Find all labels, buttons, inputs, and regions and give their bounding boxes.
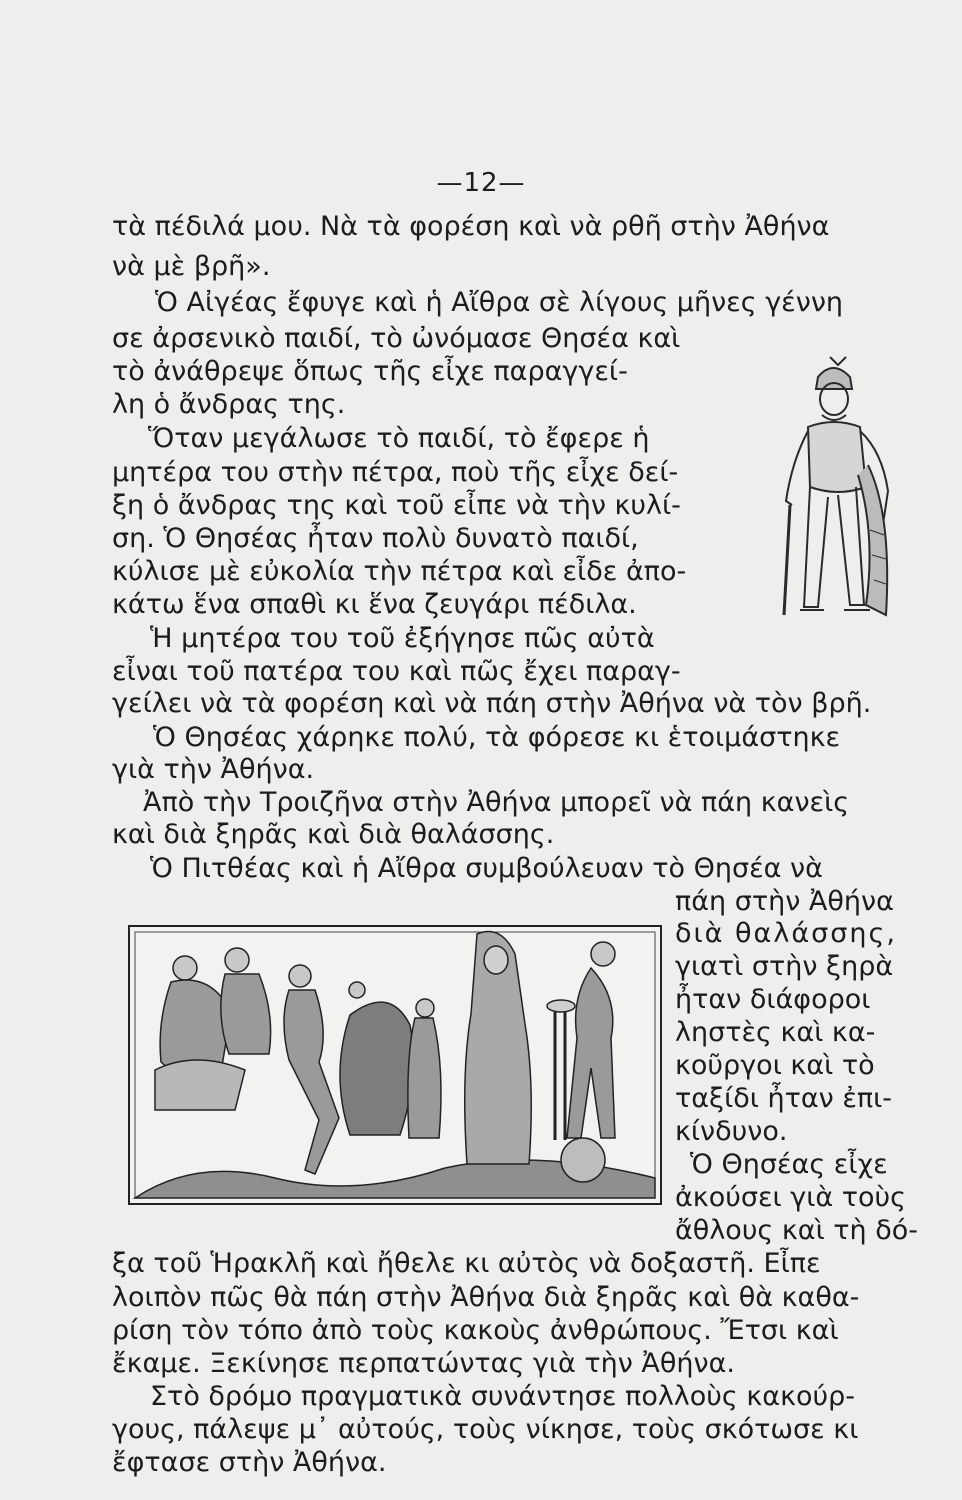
- text-line: κάτω ἕνα σπαθὶ κι ἕνα ζευγάρι πέδιλα.: [112, 589, 637, 620]
- text-line: ἄθλους καὶ τὴ δό-: [675, 1215, 919, 1246]
- text-line: σε ἀρσενικὸ παιδί, τὸ ὠνόμασε Θησέα καὶ: [112, 323, 681, 354]
- text-line: ἦταν διάφοροι: [675, 984, 871, 1015]
- text-line: Ἀπὸ τὴν Τροιζῆνα στὴν Ἀθήνα μπορεῖ νὰ πάη κανεὶς: [143, 787, 850, 818]
- text-line: Ἡ μητέρα του τοῦ ἐξήγησε πῶς αὐτὰ: [150, 623, 655, 654]
- text-line: Ὁ Πιτθέας καὶ ἡ Αἴθρα συμβούλευαν τὸ Θησέα νὰ: [150, 853, 823, 884]
- text-line: Ὁ Θησέας εἶχε: [690, 1149, 888, 1180]
- text-line: ταξίδι ἦταν ἐπι-: [675, 1083, 893, 1114]
- text-line: ἔφτασε στὴν Ἀθήνα.: [112, 1447, 387, 1478]
- text-line: ἀκούσει γιὰ τοὺς: [675, 1182, 907, 1213]
- text-line: Ὁ Θησέας χάρηκε πολύ, τὰ φόρεσε κι ἑτοιμάστηκε: [153, 722, 841, 753]
- theseus-figure-illustration: [760, 355, 910, 640]
- text-line: ξη ὁ ἄνδρας της καὶ τοῦ εἶπε νὰ τὴν κυλί-: [112, 490, 681, 521]
- text-line: μητέρα του στὴν πέτρα, ποὺ τῆς εἶχε δεί-: [112, 457, 679, 488]
- text-line: κύλισε μὲ εὐκολία τὴν πέτρα καὶ εἶδε ἀπο-: [112, 556, 687, 587]
- text-line: γιατὶ στὴν ξηρὰ: [675, 951, 894, 982]
- text-line: διὰ θαλάσσης,: [675, 918, 897, 949]
- text-line: κοῦργοι καὶ τὸ: [675, 1050, 875, 1081]
- text-line: ληστὲς καὶ κα-: [675, 1017, 876, 1048]
- page-number: —12—: [436, 168, 526, 198]
- text-line: Ὁ Αἰγέας ἔφυγε καὶ ἡ Αἴθρα σὲ λίγους μῆνες γέννη: [155, 287, 844, 318]
- text-line: ξα τοῦ Ἡρακλῆ καὶ ἤθελε κι αὐτὸς νὰ δοξαστῆ. Εἶπε: [112, 1248, 821, 1279]
- text-line: ση. Ὁ Θησέας ἦταν πολὺ δυνατὸ παιδί,: [112, 523, 639, 554]
- text-line: γείλει νὰ τὰ φορέση καὶ νὰ πάη στὴν Ἀθήνα νὰ τὸν βρῆ.: [112, 688, 872, 719]
- text-line: κίνδυνο.: [675, 1116, 788, 1147]
- text-line: λη ὁ ἄνδρας της.: [112, 389, 346, 420]
- text-line: γιὰ τὴν Ἀθήνα.: [112, 754, 315, 785]
- text-line: εἶναι τοῦ πατέρα του καὶ πῶς ἔχει παραγ-: [112, 656, 681, 687]
- text-line: νὰ μὲ βρῆ».: [112, 251, 271, 282]
- text-line: γους, πάλεψε μ᾽ αὐτούς, τοὺς νίκησε, τοὺς σκότωσε κι: [112, 1414, 859, 1445]
- text-line: πάη στὴν Ἀθήνα: [675, 886, 894, 917]
- text-line: ἔκαμε. Ξεκίνησε περπατώντας γιὰ τὴν Ἀθήνα.: [112, 1348, 735, 1379]
- text-line: ρίση τὸν τόπο ἀπὸ τοὺς κακοὺς ἀνθρώπους. Ἔτσι καὶ: [112, 1315, 839, 1346]
- text-line: τὸ ἀνάθρεψε ὅπως τῆς εἶχε παραγγεί-: [112, 356, 628, 387]
- text-line: καὶ διὰ ξηρᾶς καὶ διὰ θαλάσσης.: [112, 819, 555, 850]
- text-line: Ὅταν μεγάλωσε τὸ παιδί, τὸ ἔφερε ἡ: [148, 423, 650, 454]
- text-line: λοιπὸν πῶς θὰ πάη στὴν Ἀθήνα διὰ ξηρᾶς καὶ θὰ καθα-: [112, 1282, 860, 1313]
- text-line: τὰ πέδιλά μου. Νὰ τὰ φορέση καὶ νὰ ρθῆ στὴν Ἀθήνα: [112, 211, 830, 242]
- relief-frieze-illustration: [125, 920, 665, 1210]
- text-line: Στὸ δρόμο πραγματικὰ συνάντησε πολλοὺς κακούρ-: [150, 1381, 856, 1412]
